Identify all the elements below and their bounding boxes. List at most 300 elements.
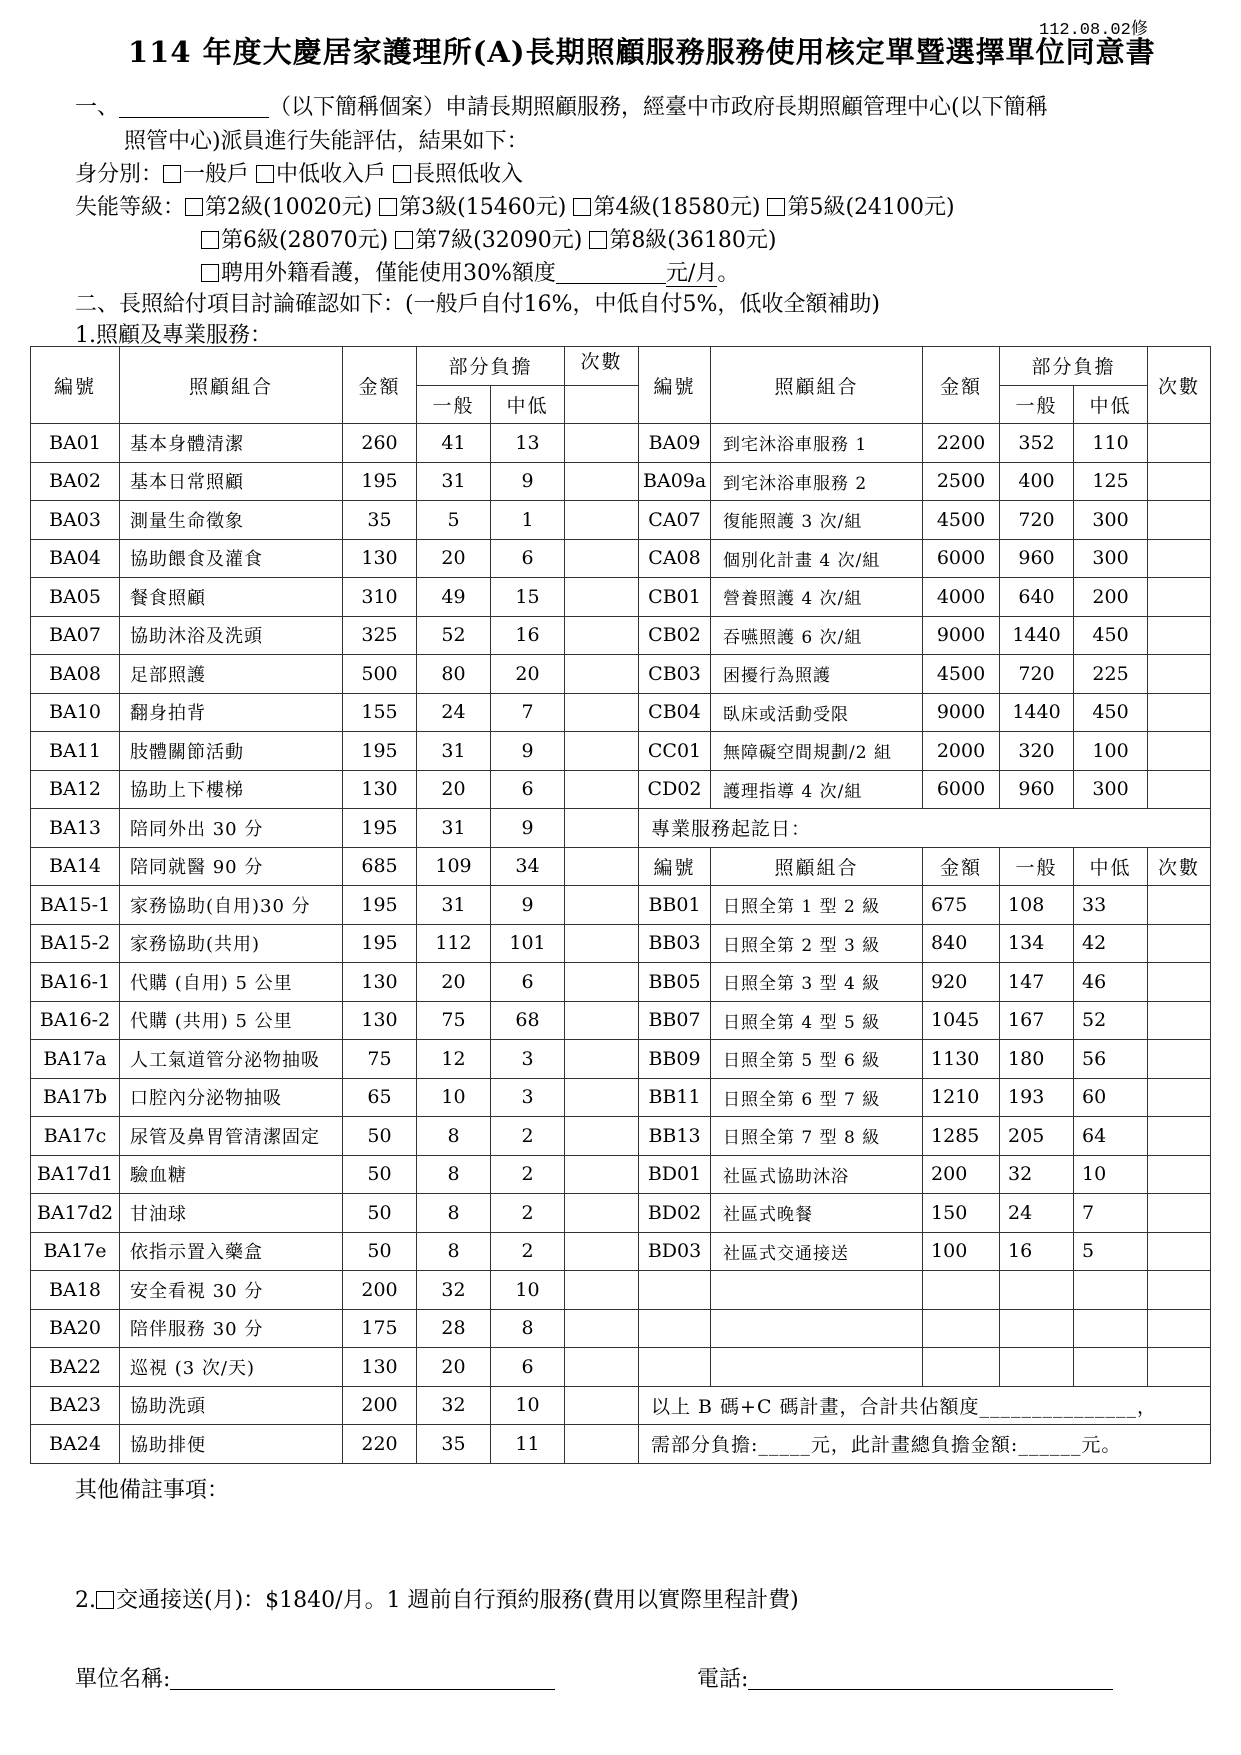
cell-midlow-right: 450: [1074, 616, 1148, 655]
cell-midlow: 15: [491, 578, 565, 617]
table-row: [31, 1425, 1211, 1464]
cell-midlow-right: 46: [1074, 963, 1148, 1002]
cell-code-right: BD01: [639, 1155, 711, 1194]
cell-times-input[interactable]: [565, 655, 639, 694]
cell-amount-right: 200: [923, 1155, 1000, 1194]
cell-times-input[interactable]: [565, 1386, 639, 1425]
cell-times-input-right[interactable]: [1148, 424, 1211, 463]
cell-amount-right: 6000: [923, 770, 1000, 809]
header-code: 編號: [31, 347, 120, 424]
cell-general: 20: [417, 770, 491, 809]
cell-amount: 220: [343, 1425, 417, 1464]
cell-midlow: 9: [491, 462, 565, 501]
cell-code-right: BB05: [639, 963, 711, 1002]
disability-label: 失能等級：: [75, 195, 186, 220]
cell-code-right: BB07: [639, 1001, 711, 1040]
cell-times-input[interactable]: [565, 462, 639, 501]
level8-checkbox[interactable]: [589, 231, 607, 249]
cell-times-input[interactable]: [565, 1425, 639, 1464]
cell-general: 20: [417, 963, 491, 1002]
cell-times-input-right[interactable]: [1148, 693, 1211, 732]
header-amount: 金額: [343, 347, 417, 424]
cell-name: 陪伴服務 30 分: [120, 1309, 343, 1348]
section1-line1: [75, 90, 1048, 121]
table-row: [31, 1078, 1211, 1117]
empty-cell: [1074, 1271, 1148, 1310]
cell-code-right: BD03: [639, 1232, 711, 1271]
cell-code-right: CC01: [639, 732, 711, 771]
cell-name: 驗血糖: [120, 1155, 343, 1194]
cell-times-input[interactable]: [565, 693, 639, 732]
header-midlow-right: 中低: [1074, 385, 1148, 424]
cell-name-right: 困擾行為照護: [711, 655, 923, 694]
cell-general: 31: [417, 462, 491, 501]
cell-code: BA23: [31, 1386, 120, 1425]
table-row: [31, 886, 1211, 925]
cell-name: 協助餵食及灌食: [120, 539, 343, 578]
cell-name: 陪同就醫 90 分: [120, 847, 343, 886]
cell-code-right: CB02: [639, 616, 711, 655]
identity-row: [75, 157, 523, 188]
empty-cell: [1074, 1309, 1148, 1348]
cell-name-right: 到宅沐浴車服務 2: [711, 462, 923, 501]
cell-name: 口腔內分泌物抽吸: [120, 1078, 343, 1117]
cell-general: 112: [417, 924, 491, 963]
cell-midlow-right: 64: [1074, 1117, 1148, 1156]
cell-times-input[interactable]: [565, 539, 639, 578]
cell-general-right: 16: [1000, 1232, 1074, 1271]
cell-general-right: 960: [1000, 770, 1074, 809]
empty-cell[interactable]: [1148, 1271, 1211, 1310]
cell-name-right: 日照全第 7 型 8 級: [711, 1117, 923, 1156]
cell-times-input[interactable]: [565, 616, 639, 655]
empty-cell[interactable]: [1148, 1348, 1211, 1387]
foreign-care-unit: 元/月: [665, 261, 718, 286]
table-row: [31, 924, 1211, 963]
header-times-blank: [565, 385, 639, 424]
header-combo-right: 照顧組合: [711, 347, 923, 424]
empty-cell: [1074, 1348, 1148, 1387]
cell-times-input-right[interactable]: [1148, 924, 1211, 963]
cell-times-input[interactable]: [565, 886, 639, 925]
cell-times-input-right[interactable]: [1148, 655, 1211, 694]
cell-name-right: 日照全第 2 型 3 級: [711, 924, 923, 963]
level3-label: 第3級(15460元): [399, 195, 567, 220]
cell-times-input-right[interactable]: [1148, 1232, 1211, 1271]
cell-midlow: 6: [491, 1348, 565, 1387]
cell-midlow-right: 60: [1074, 1078, 1148, 1117]
cell-name-right: 個別化計畫 4 次/組: [711, 539, 923, 578]
empty-cell: [711, 1271, 923, 1310]
cell-general: 20: [417, 1348, 491, 1387]
cell-code-right: CB04: [639, 693, 711, 732]
cell-amount-right: 1045: [923, 1001, 1000, 1040]
subheader-code: 編號: [639, 847, 711, 886]
cell-times-input[interactable]: [565, 424, 639, 463]
cell-name-right: 社區式晚餐: [711, 1194, 923, 1233]
cell-code: BA04: [31, 539, 120, 578]
cell-name: 代購 (共用) 5 公里: [120, 1001, 343, 1040]
cell-times-input[interactable]: [565, 924, 639, 963]
cell-midlow-right: 56: [1074, 1040, 1148, 1079]
cell-times-input-right[interactable]: [1148, 501, 1211, 540]
cell-code: BA17e: [31, 1232, 120, 1271]
level8-label: 第8級(36180元): [609, 228, 777, 253]
cell-general: 8: [417, 1194, 491, 1233]
case-name-field[interactable]: [119, 97, 269, 118]
subheader-midlow: 中低: [1074, 847, 1148, 886]
section1-line1-text: （以下簡稱個案）申請長期照顧服務，經臺中市政府長期照顧管理中心(以下簡稱: [269, 95, 1048, 120]
cell-midlow: 6: [491, 770, 565, 809]
summary-line-1: 以上 B 碼+C 碼計畫，合計共佔額度_______________，: [639, 1386, 1211, 1425]
cell-name: 足部照護: [120, 655, 343, 694]
header-midlow: 中低: [491, 385, 565, 424]
cell-name-right: 日照全第 1 型 2 級: [711, 886, 923, 925]
cell-midlow: 3: [491, 1078, 565, 1117]
cell-amount: 130: [343, 963, 417, 1002]
level5-label: 第5級(24100元): [787, 195, 955, 220]
cell-amount: 35: [343, 501, 417, 540]
cell-amount: 130: [343, 539, 417, 578]
cell-general-right: 193: [1000, 1078, 1074, 1117]
foreign-care-label: 聘用外籍看護，僅能使用30%額度: [221, 261, 556, 286]
table-row: [31, 1117, 1211, 1156]
cell-amount-right: 1285: [923, 1117, 1000, 1156]
table-row: [31, 424, 1211, 463]
phone-field[interactable]: [748, 1669, 1113, 1690]
table-row: [31, 1309, 1211, 1348]
cell-times-input[interactable]: [565, 1232, 639, 1271]
cell-amount: 310: [343, 578, 417, 617]
cell-times-input[interactable]: [565, 847, 639, 886]
cell-times-input[interactable]: [565, 770, 639, 809]
cell-midlow: 9: [491, 886, 565, 925]
subheader-times: 次數: [1148, 847, 1211, 886]
cell-code-right: CD02: [639, 770, 711, 809]
cell-times-input[interactable]: [565, 578, 639, 617]
cell-code: BA03: [31, 501, 120, 540]
cell-name: 協助洗頭: [120, 1386, 343, 1425]
cell-midlow-right: 42: [1074, 924, 1148, 963]
cell-midlow: 3: [491, 1040, 565, 1079]
cell-times-input-right[interactable]: [1148, 886, 1211, 925]
cell-midlow-right: 125: [1074, 462, 1148, 501]
cell-amount-right: 4500: [923, 655, 1000, 694]
cell-code: BA07: [31, 616, 120, 655]
cell-midlow-right: 450: [1074, 693, 1148, 732]
cell-general: 8: [417, 1232, 491, 1271]
cell-times-input-right[interactable]: [1148, 1117, 1211, 1156]
cell-times-input[interactable]: [565, 963, 639, 1002]
section2-heading: 二、長照給付項目討論確認如下：(一般戶自付16%，中低自付5%，低收全額補助): [75, 292, 880, 317]
cell-code-right: BB01: [639, 886, 711, 925]
table-row: [31, 578, 1211, 617]
cell-general: 35: [417, 1425, 491, 1464]
cell-general-right: 167: [1000, 1001, 1074, 1040]
cell-code: BA05: [31, 578, 120, 617]
cell-times-input-right[interactable]: [1148, 616, 1211, 655]
cell-code: BA17b: [31, 1078, 120, 1117]
cell-code-right: BB13: [639, 1117, 711, 1156]
cell-amount: 50: [343, 1117, 417, 1156]
cell-code: BA17c: [31, 1117, 120, 1156]
empty-cell: [923, 1309, 1000, 1348]
cell-times-input[interactable]: [565, 1001, 639, 1040]
cell-times-input[interactable]: [565, 1348, 639, 1387]
cell-amount-right: 9000: [923, 693, 1000, 732]
cell-name-right: 營養照護 4 次/組: [711, 578, 923, 617]
unit-name-label: 單位名稱:: [75, 1667, 171, 1692]
unit-row: [75, 1662, 555, 1693]
cell-amount: 325: [343, 616, 417, 655]
cell-midlow-right: 200: [1074, 578, 1148, 617]
cell-times-input-right[interactable]: [1148, 1040, 1211, 1079]
cell-code: BA15-1: [31, 886, 120, 925]
notes-label: 其他備註事項：: [75, 1478, 230, 1503]
cell-midlow: 1: [491, 501, 565, 540]
cell-general-right: 1440: [1000, 693, 1074, 732]
cell-midlow: 2: [491, 1155, 565, 1194]
table-row: [31, 1232, 1211, 1271]
subheader-combo: 照顧組合: [711, 847, 923, 886]
cell-midlow: 7: [491, 693, 565, 732]
cell-amount-right: 1210: [923, 1078, 1000, 1117]
foreign-care-checkbox[interactable]: [201, 264, 219, 282]
header-partial: 部分負擔: [417, 347, 565, 386]
cell-code: BA13: [31, 809, 120, 848]
cell-times-input[interactable]: [565, 1309, 639, 1348]
level3-checkbox[interactable]: [379, 198, 397, 216]
unit-name-field[interactable]: [170, 1669, 555, 1690]
cell-midlow: 13: [491, 424, 565, 463]
cell-amount-right: 1130: [923, 1040, 1000, 1079]
cell-general: 32: [417, 1386, 491, 1425]
cell-name-right: 臥床或活動受限: [711, 693, 923, 732]
cell-name: 安全看視 30 分: [120, 1271, 343, 1310]
identity-option-lowincome: 長照低收入: [413, 162, 524, 187]
cell-times-input-right[interactable]: [1148, 732, 1211, 771]
cell-code-right: CA08: [639, 539, 711, 578]
level2-label: 第2級(10020元): [205, 195, 373, 220]
section1-prefix: 一、: [75, 95, 120, 120]
identity-checkbox-general[interactable]: [163, 165, 181, 183]
cell-name: 甘油球: [120, 1194, 343, 1233]
cell-general-right: 320: [1000, 732, 1074, 771]
empty-cell: [1000, 1348, 1074, 1387]
disability-row1: [75, 190, 955, 221]
cell-name: 基本身體清潔: [120, 424, 343, 463]
cell-times-input-right[interactable]: [1148, 539, 1211, 578]
cell-code-right: BA09a: [639, 462, 711, 501]
cell-amount: 175: [343, 1309, 417, 1348]
level4-checkbox[interactable]: [573, 198, 591, 216]
header-combo: 照顧組合: [120, 347, 343, 424]
table-row: [31, 1155, 1211, 1194]
cell-midlow: 2: [491, 1117, 565, 1156]
cell-name: 人工氣道管分泌物抽吸: [120, 1040, 343, 1079]
cell-general: 52: [417, 616, 491, 655]
identity-checkbox-midlow[interactable]: [256, 165, 274, 183]
cell-amount-right: 920: [923, 963, 1000, 1002]
empty-cell[interactable]: [1148, 1309, 1211, 1348]
header-times-right: 次數: [1148, 347, 1211, 424]
cell-midlow: 101: [491, 924, 565, 963]
cell-amount: 50: [343, 1232, 417, 1271]
cell-midlow: 16: [491, 616, 565, 655]
cell-general: 31: [417, 809, 491, 848]
cell-code-right: CA07: [639, 501, 711, 540]
cell-times-input-right[interactable]: [1148, 1001, 1211, 1040]
cell-code: BA18: [31, 1271, 120, 1310]
cell-amount: 200: [343, 1271, 417, 1310]
cell-midlow: 2: [491, 1232, 565, 1271]
level5-checkbox[interactable]: [767, 198, 785, 216]
cell-general-right: 640: [1000, 578, 1074, 617]
header-code-right: 編號: [639, 347, 711, 424]
cell-times-input-right[interactable]: [1148, 578, 1211, 617]
cell-name: 家務協助(共用): [120, 924, 343, 963]
cell-general-right: 352: [1000, 424, 1074, 463]
disability-row2: [201, 223, 776, 254]
table-row: [31, 1040, 1211, 1079]
cell-general: 8: [417, 1117, 491, 1156]
cell-times-input-right[interactable]: [1148, 1078, 1211, 1117]
cell-amount: 195: [343, 809, 417, 848]
cell-general: 24: [417, 693, 491, 732]
cell-general-right: 205: [1000, 1117, 1074, 1156]
cell-midlow: 11: [491, 1425, 565, 1464]
empty-cell: [711, 1309, 923, 1348]
cell-times-input[interactable]: [565, 1194, 639, 1233]
cell-name-right: 日照全第 3 型 4 級: [711, 963, 923, 1002]
cell-amount: 75: [343, 1040, 417, 1079]
cell-midlow-right: 100: [1074, 732, 1148, 771]
cell-code-right: BA09: [639, 424, 711, 463]
cell-name: 陪同外出 30 分: [120, 809, 343, 848]
cell-general: 20: [417, 539, 491, 578]
cell-name-right: 護理指導 4 次/組: [711, 770, 923, 809]
cell-times-input[interactable]: [565, 1155, 639, 1194]
cell-general: 28: [417, 1309, 491, 1348]
cell-times-input[interactable]: [565, 1117, 639, 1156]
cell-code: BA24: [31, 1425, 120, 1464]
cell-general-right: 32: [1000, 1155, 1074, 1194]
cell-general: 41: [417, 424, 491, 463]
subheader-amount: 金額: [923, 847, 1000, 886]
cell-name-right: 吞嚥照護 6 次/組: [711, 616, 923, 655]
cell-general: 8: [417, 1155, 491, 1194]
cell-times-input[interactable]: [565, 732, 639, 771]
cell-times-input[interactable]: [565, 1271, 639, 1310]
foreign-care-amount-field[interactable]: [556, 263, 666, 284]
cell-times-input-right[interactable]: [1148, 462, 1211, 501]
table-row: [31, 539, 1211, 578]
level7-label: 第7級(32090元): [415, 228, 583, 253]
cell-midlow-right: 300: [1074, 539, 1148, 578]
cell-times-input-right[interactable]: [1148, 1194, 1211, 1233]
cell-times-input-right[interactable]: [1148, 770, 1211, 809]
cell-code: BA17d2: [31, 1194, 120, 1233]
cell-midlow-right: 5: [1074, 1232, 1148, 1271]
table-row: [31, 809, 1211, 848]
cell-general: 5: [417, 501, 491, 540]
cell-name: 協助排便: [120, 1425, 343, 1464]
cell-code: BA15-2: [31, 924, 120, 963]
cell-amount: 50: [343, 1155, 417, 1194]
cell-general: 109: [417, 847, 491, 886]
cell-name-right: 到宅沐浴車服務 1: [711, 424, 923, 463]
cell-code-right: CB03: [639, 655, 711, 694]
table-row: [31, 616, 1211, 655]
cell-name: 協助沐浴及洗頭: [120, 616, 343, 655]
cell-times-input-right[interactable]: [1148, 963, 1211, 1002]
cell-general-right: 400: [1000, 462, 1074, 501]
level2-checkbox[interactable]: [185, 198, 203, 216]
cell-code-right: CB01: [639, 578, 711, 617]
cell-times-input[interactable]: [565, 1078, 639, 1117]
cell-amount-right: 150: [923, 1194, 1000, 1233]
level4-label: 第4級(18580元): [593, 195, 761, 220]
cell-general-right: 720: [1000, 655, 1074, 694]
cell-name: 代購 (自用) 5 公里: [120, 963, 343, 1002]
identity-label: 身分別：: [75, 162, 164, 187]
cell-midlow: 10: [491, 1386, 565, 1425]
cell-times-input[interactable]: [565, 501, 639, 540]
cell-midlow-right: 33: [1074, 886, 1148, 925]
cell-midlow: 8: [491, 1309, 565, 1348]
cell-amount: 260: [343, 424, 417, 463]
cell-code-right: BB09: [639, 1040, 711, 1079]
cell-name: 巡視 (3 次/天): [120, 1348, 343, 1387]
cell-general: 31: [417, 886, 491, 925]
empty-cell: [1000, 1309, 1074, 1348]
identity-checkbox-lowincome[interactable]: [393, 165, 411, 183]
table-row: [31, 847, 1211, 886]
cell-amount: 130: [343, 1001, 417, 1040]
empty-cell: [923, 1348, 1000, 1387]
transport-row: [75, 1583, 799, 1614]
transport-label: 交通接送(月)：$1840/月。1 週前自行預約服務(費用以實際里程計費): [116, 1588, 799, 1613]
cell-general: 80: [417, 655, 491, 694]
phone-label: 電話:: [697, 1667, 749, 1692]
cell-general: 75: [417, 1001, 491, 1040]
header-general: 一般: [417, 385, 491, 424]
cell-times-input[interactable]: [565, 809, 639, 848]
table-row: [31, 501, 1211, 540]
cell-general: 10: [417, 1078, 491, 1117]
cell-amount: 130: [343, 1348, 417, 1387]
level6-checkbox[interactable]: [201, 231, 219, 249]
cell-midlow: 68: [491, 1001, 565, 1040]
cell-general-right: 180: [1000, 1040, 1074, 1079]
cell-times-input-right[interactable]: [1148, 1155, 1211, 1194]
cell-times-input[interactable]: [565, 1040, 639, 1079]
empty-cell: [639, 1348, 711, 1387]
level7-checkbox[interactable]: [395, 231, 413, 249]
cell-code: BA16-1: [31, 963, 120, 1002]
cell-name-right: 日照全第 4 型 5 級: [711, 1001, 923, 1040]
cell-name: 翻身拍背: [120, 693, 343, 732]
cell-name: 基本日常照顧: [120, 462, 343, 501]
cell-amount-right: 2200: [923, 424, 1000, 463]
cell-code-right: BB03: [639, 924, 711, 963]
table-row: [31, 963, 1211, 1002]
cell-code-right: BD02: [639, 1194, 711, 1233]
cell-code: BA12: [31, 770, 120, 809]
cell-amount-right: 2500: [923, 462, 1000, 501]
cell-general-right: 134: [1000, 924, 1074, 963]
transport-checkbox[interactable]: [96, 1591, 114, 1609]
